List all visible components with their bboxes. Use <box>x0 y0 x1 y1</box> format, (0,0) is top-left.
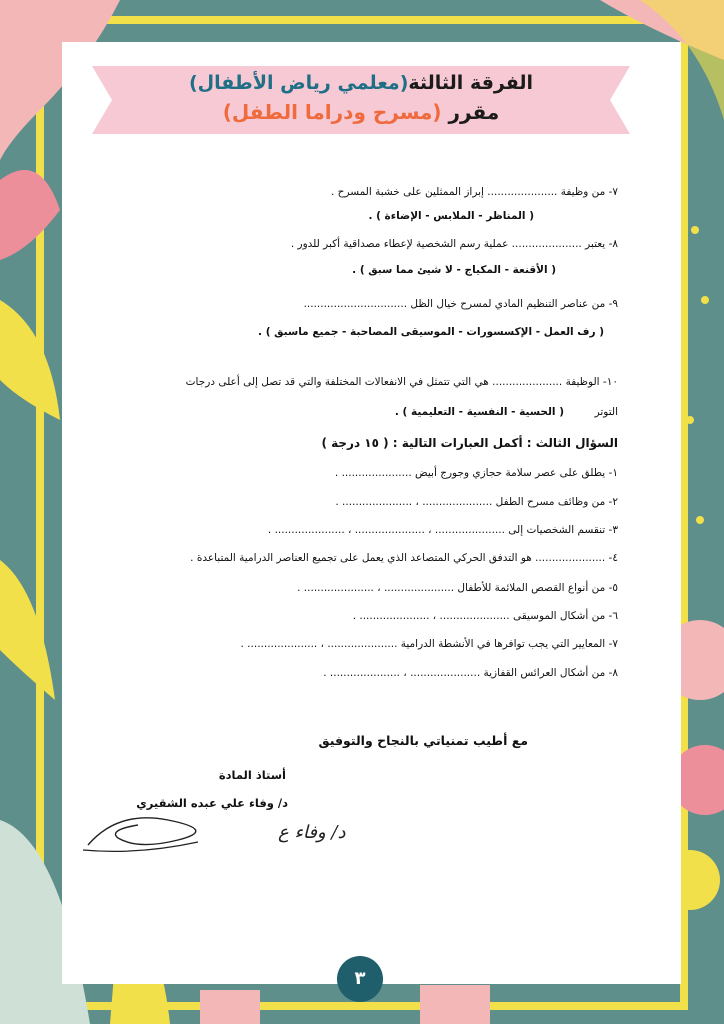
signature-title: أستاذ المادة <box>218 768 286 782</box>
question-9: ٩- من عناصر التنظيم المادي لمسرح خيال الظل ............................... <box>303 298 618 310</box>
handwritten-signature <box>78 800 346 860</box>
question-10: ١٠- الوظيفة ..................... هي التي تتمثل في الانفعالات المختلفة والتي قد تصل إلى أعلى درجات <box>185 376 618 388</box>
banner-program-label: (معلمي رياض الأطفال) <box>188 72 409 94</box>
section-3-item-6: ٦- من أشكال الموسيقى ..................... ، ..................... . <box>352 610 618 622</box>
section-3-item-2: ٢- من وظائف مسرح الطفل ..................... ، ..................... . <box>335 496 618 508</box>
handwritten-signature-text: د/ وفاء ع <box>278 822 346 843</box>
section-3-item-7: ٧- المعايير التي يجب توافرها في الأنشطة الدرامية ..................... ، ..................... . <box>240 638 618 650</box>
banner-line-1 <box>92 72 630 94</box>
banner-course-name: (مسرح ودراما الطفل) <box>222 100 442 124</box>
section-3-item-5: ٥- من أنواع القصص الملائمة للأطفال ..................... ، ..................... . <box>297 582 618 594</box>
question-7-options: ( المناظر - الملابس - الإضاءة ) . <box>368 210 534 222</box>
closing-wishes: مع أطيب تمنياتي بالنجاح والتوفيق <box>318 733 528 748</box>
banner-year-label: الفرقة الثالثة <box>408 72 534 94</box>
section-3-item-3: ٣- تنقسم الشخصيات إلى ..................... ، ..................... ، ..................... . <box>267 524 618 536</box>
header-banner <box>92 66 630 134</box>
section-3-item-8: ٨- من أشكال العرائس القفازية ..................... ، ..................... . <box>323 667 618 679</box>
section-3-item-4: ٤- ..................... هو التدفق الحركي المتصاعد الذي يعمل على تجميع العناصر الدرامية المتباعدة . <box>190 552 618 564</box>
section-3-item-1: ١- يطلق على عصر سلامة حجازي وجورج أبيض ..................... . <box>334 467 618 479</box>
question-10-continuation: التوتر <box>594 406 618 418</box>
question-10-options: ( الحسية - النفسية - التعليمية ) . <box>394 406 564 418</box>
banner-course-prefix: مقرر <box>448 100 500 124</box>
section-3-title: السؤال الثالث : أكمل العبارات التالية : ( ١٥ درجة ) <box>321 436 618 450</box>
question-8-options: ( الأقنعة - المكياج - لا شيئ مما سبق ) . <box>352 264 556 276</box>
question-7: ٧- من وظيفة ..................... إبراز الممثلين على خشبة المسرح . <box>330 186 618 198</box>
signature-name: د/ وفاء علي عبده الشقيري <box>136 796 288 810</box>
banner-line-2 <box>92 100 630 124</box>
question-9-options: ( رف العمل - الإكسسورات - الموسيقى المصاحبة - جميع ماسبق ) . <box>258 326 604 338</box>
page-number-badge: ٣ <box>337 956 383 1002</box>
question-8: ٨- يعتبر ..................... عملية رسم الشخصية لإعطاء مصداقية أكبر للدور . <box>290 238 618 250</box>
